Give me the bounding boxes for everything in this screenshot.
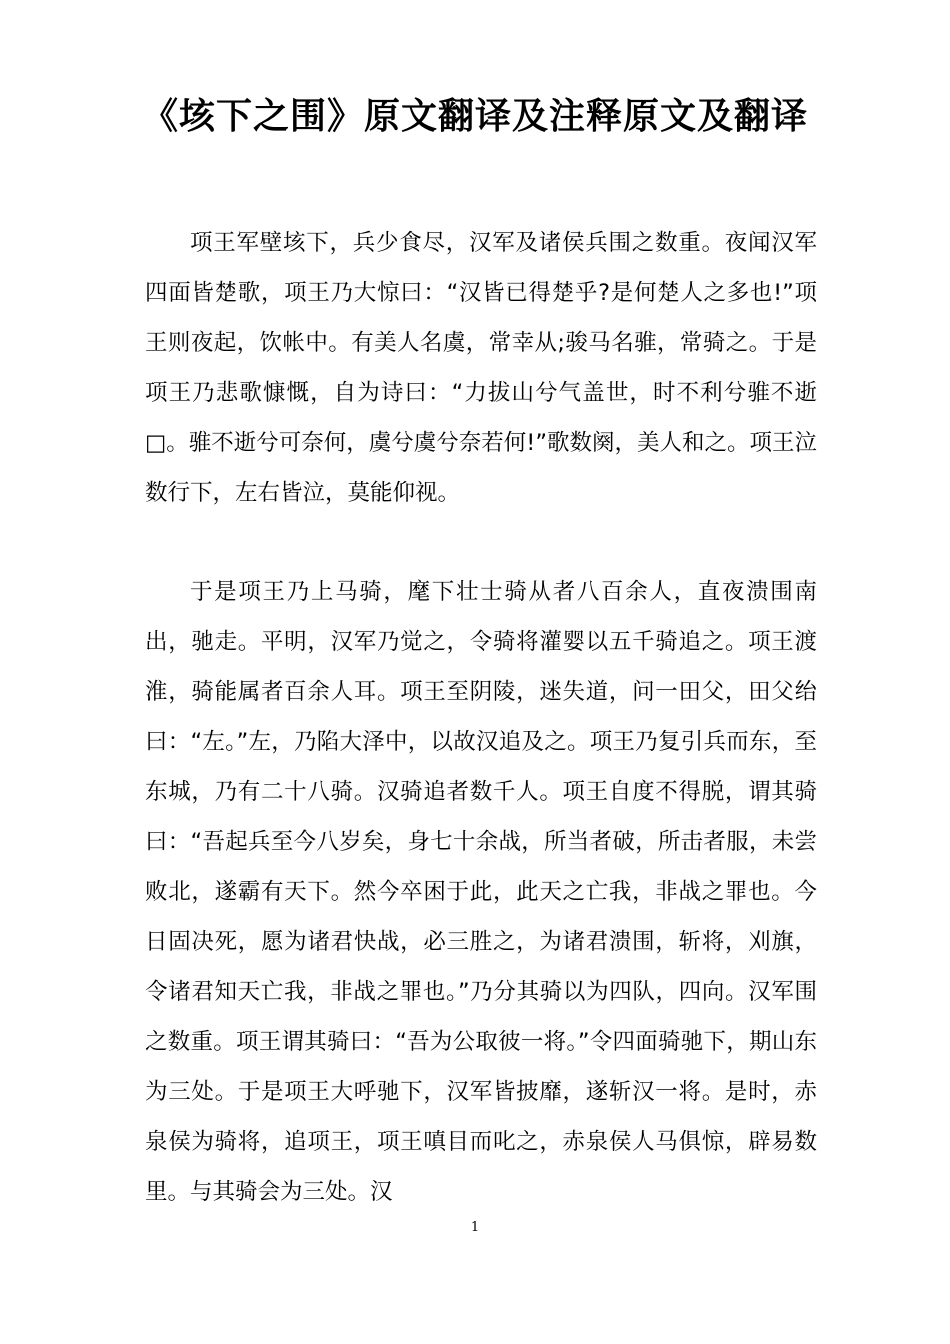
paragraph-2: 于是项王乃上马骑，麾下壮士骑从者八百余人，直夜溃围南出，驰走。平明，汉军乃觉之，令骑将灌婴以五千骑追之。项王渡淮，骑能属者百余人耳。项王至阴陵，迷失道，问一田父，田父绐曰：“左。”左，乃陷大泽中，以故汉追及之。项王乃复引兵而东，至东城，乃有二十八骑。汉骑追者数千人。项王自度不得脱，谓其骑曰：“吾起兵至今八岁矣，身七十余战，所当者破，所击者服，未尝败北，遂霸有天下。然今卒困于此，此天之亡我，非战之罪也。今日固决死，愿为诸君快战，必三胜之，为诸君溃围，斩将，刈旗，令诸君知天亡我，非战之罪也。”乃分其骑以为四队，四向。汉军围之数重。项王谓其骑曰：“吾为公取彼一将。”令四面骑驰下，期山东为三处。于是项王大呼驰下，汉军皆披靡，遂斩汉一将。是时，赤泉侯为骑将，追项王，项王嗔目而叱之，赤泉侯人马俱惊，辟易数里。与其骑会为三处。汉 [145, 579, 817, 1205]
paragraph-1: 项王军壁垓下，兵少食尽，汉军及诸侯兵围之数重。夜闻汉军四面皆楚歌，项王乃大惊曰：“汉皆已得楚乎?是何楚人之多也!”项王则夜起，饮帐中。有美人名虞，常幸从;骏马名骓，常骑之。于是项王乃悲歌慷慨，自为诗曰：“力拔山兮气盖世，时不利兮骓不逝□。骓不逝兮可奈何，虞兮虞兮奈若何!”歌数阕，美人和之。项王泣数行下，左右皆泣，莫能仰视。 [145, 230, 817, 506]
page-number: 1 [470, 1220, 480, 1235]
document-title: 《垓下之围》原文翻译及注释原文及翻译 [141, 96, 808, 137]
